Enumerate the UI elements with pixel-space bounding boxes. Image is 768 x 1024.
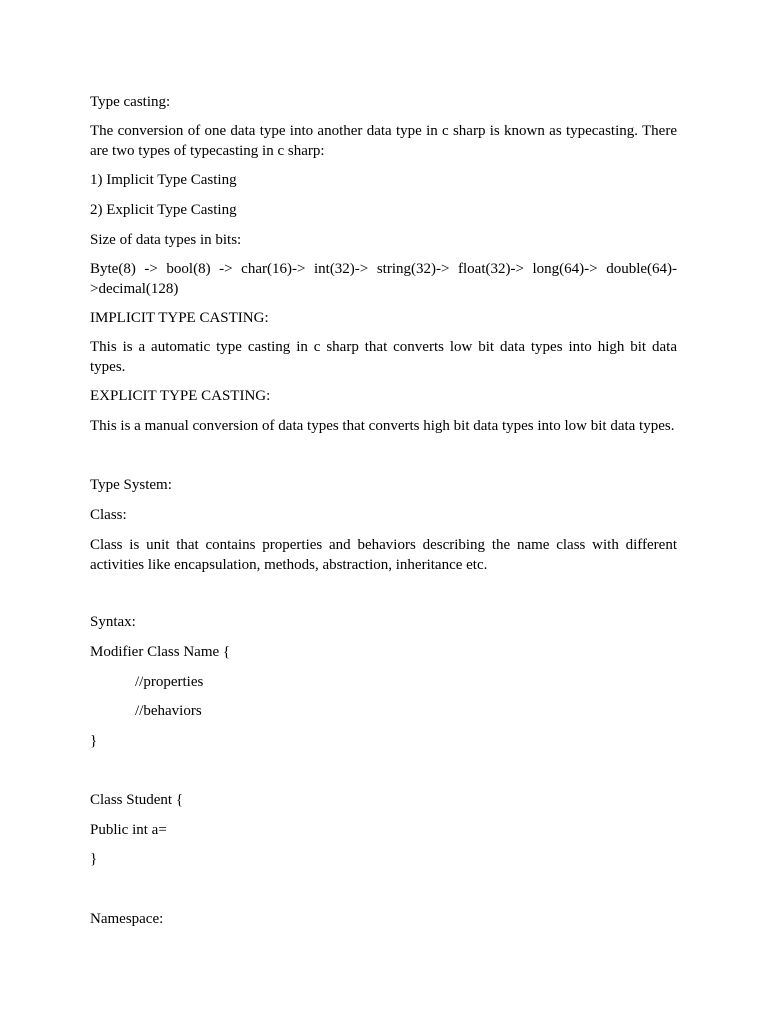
sizes-paragraph: Byte(8) -> bool(8) -> char(16)-> int(32)-> string(32)-> float(32)-> long(64)-> double(64)->decimal(128) <box>90 261 677 297</box>
class-paragraph: Class is unit that contains properties and behaviors describing the name class with different activities like encapsulation, methods, abstraction, inheritance etc. <box>90 537 677 573</box>
example-line: } <box>90 851 98 867</box>
heading-explicit: EXPLICIT TYPE CASTING: <box>90 388 271 404</box>
intro-paragraph: The conversion of one data type into another data type in c sharp is known as typecasting. There are two types of typecasting in c sharp: <box>90 123 677 159</box>
syntax-line: //properties <box>135 674 204 690</box>
example-line: Class Student { <box>90 792 184 808</box>
syntax-line: Modifier Class Name { <box>90 644 231 660</box>
heading-sizes: Size of data types in bits: <box>90 232 242 248</box>
heading-class: Class: <box>90 507 127 523</box>
list-item-explicit: 2) Explicit Type Casting <box>90 202 237 218</box>
heading-namespace: Namespace: <box>90 911 164 927</box>
syntax-line: //behaviors <box>135 703 202 719</box>
example-line: Public int a= <box>90 822 167 838</box>
list-item-implicit: 1) Implicit Type Casting <box>90 172 237 188</box>
heading-type-system: Type System: <box>90 477 172 493</box>
heading-syntax: Syntax: <box>90 614 136 630</box>
heading-type-casting: Type casting: <box>90 94 171 110</box>
implicit-paragraph: This is a automatic type casting in c sharp that converts low bit data types into high bit data types. <box>90 339 677 375</box>
explicit-paragraph: This is a manual conversion of data types that converts high bit data types into low bit data types. <box>90 418 675 434</box>
syntax-line: } <box>90 733 98 749</box>
heading-implicit: IMPLICIT TYPE CASTING: <box>90 310 269 326</box>
